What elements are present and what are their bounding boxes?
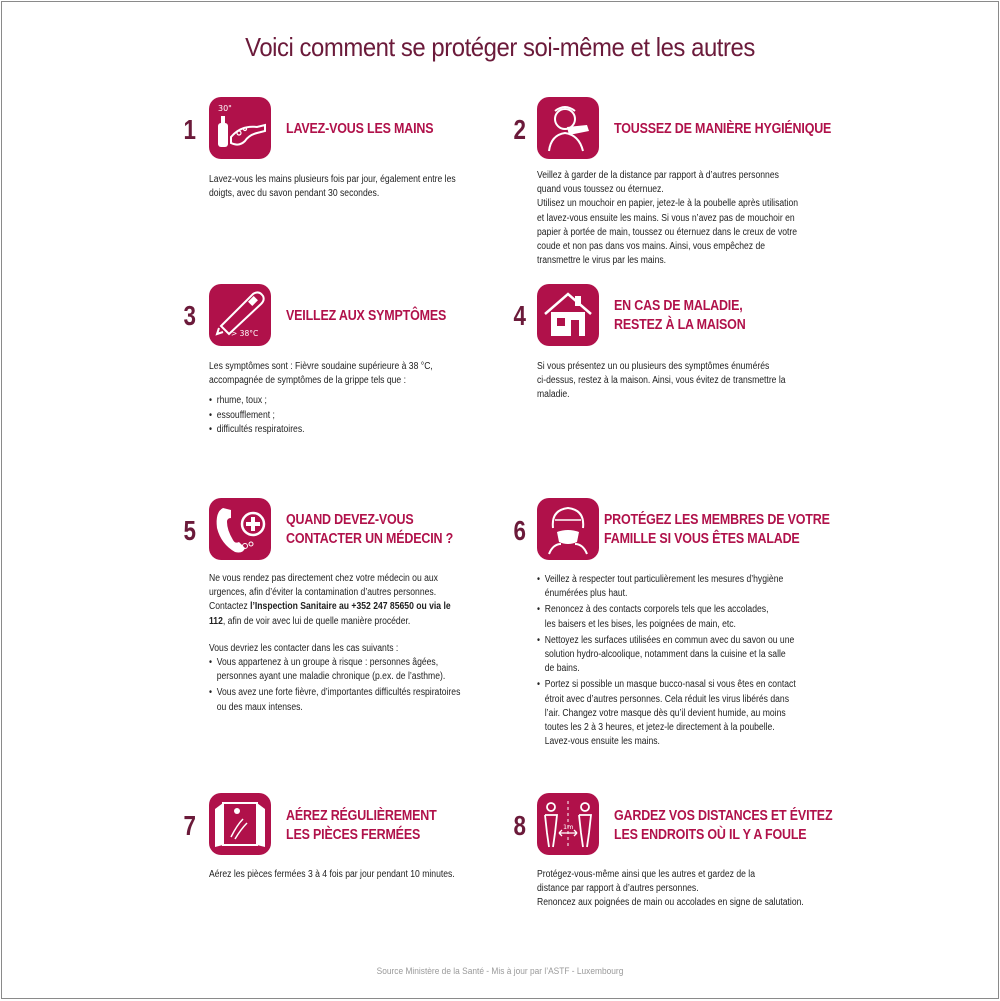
list-item: • essoufflement ; xyxy=(209,409,433,423)
list-item: • Portez si possible un masque bucco-nasal si vous êtes en contact étroit avec d’autres personnes. Cela réduit les virus libérés dans l’air. Changez votre masque dès qu’il devient humide, au moins toutes les 2 à 3 heures, et jetez-le directement à la poubelle. Lavez-vous ensuite les mains. xyxy=(537,678,796,749)
thermometer-icon xyxy=(209,284,271,346)
step-number-1: 1 xyxy=(183,114,197,145)
step-heading-2: TOUSSEZ DE MANIÈRE HYGIÉNIQUE xyxy=(614,121,832,137)
step-heading-3: VEILLEZ AUX SYMPTÔMES xyxy=(286,308,447,324)
list-item: • Vous avez une forte fièvre, d’importantes difficultés respiratoires ou des maux intenses. xyxy=(209,686,460,714)
step-number-3: 3 xyxy=(183,300,197,331)
temperature-label: > 38°C xyxy=(231,329,259,338)
list-item: • Veillez à respecter tout particulièrement les mesures d’hygiène énumérées plus haut. xyxy=(537,573,796,601)
step-heading-8: GARDEZ VOS DISTANCES ET ÉVITEZ LES ENDROITS OÙ IL Y A FOULE xyxy=(614,808,833,843)
infographic-page xyxy=(1,1,999,999)
page-title: Voici comment se protéger soi-même et les autres xyxy=(245,32,755,62)
step-body-4: Si vous présentez un ou plusieurs des symptômes énumérés ci-dessus, restez à la maison. Ainsi, vous évitez de transmettre la maladie. xyxy=(537,361,786,401)
hand-washing-icon xyxy=(209,97,271,159)
distance-label: 1m xyxy=(563,823,574,831)
step-number-6: 6 xyxy=(513,515,527,546)
step-heading-5: QUAND DEVEZ-VOUS CONTACTER UN MÉDECIN ? xyxy=(286,512,454,547)
step-heading-7: AÉREZ RÉGULIÈREMENT LES PIÈCES FERMÉES xyxy=(286,808,437,843)
step-body-6 xyxy=(537,573,796,749)
step-body-7: Aérez les pièces fermées 3 à 4 fois par jour pendant 10 minutes. xyxy=(209,869,455,880)
step-body-8: Protégez-vous-même ainsi que les autres et gardez de la distance par rapport à d’autres personnes. Renoncez aux poignées de main ou accolades en signe de salutation. xyxy=(537,869,804,909)
step-heading-1: LAVEZ-VOUS LES MAINS xyxy=(286,121,434,137)
face-mask-icon xyxy=(537,498,599,560)
step-body-2: Veillez à garder de la distance par rapport à d’autres personnes quand vous toussez ou éternuez. Utilisez un mouchoir en papier, jetez-le à la poubelle après utilisation et lavez-vous ensuite les mains. Si vous n’avez pas de mouchoir en papier à portée de main, toussez ou éternuez dans le creux de votre coude et non pas dans vos mains. Ainsi, vous empêchez de transmettre le virus par les mains. xyxy=(537,170,799,267)
step-heading-6: PROTÉGEZ LES MEMBRES DE VOTRE FAMILLE SI VOUS ÊTES MALADE xyxy=(604,512,830,547)
distance-icon xyxy=(537,793,599,855)
source-footer: Source Ministère de la Santé - Mis à jour par l’ASTF - Luxembourg xyxy=(376,966,624,977)
step-body-5: Ne vous rendez pas directement chez votre médecin ou aux urgences, afin d’éviter la contamination d’autres personnes. Contactez l’Inspection Sanitaire au +352 247 85650 ou via le 112, afin de voir avec lui de quelle manière procéder. Vous devriez les contacter dans les cas suivants : • Vous appartenez à un groupe à risque : personnes âgées, personnes ayant une maladie chronique (p.ex. de l’asthme). • Vous avez une forte fièvre, d’importantes difficultés respiratoires ou des maux intenses. xyxy=(209,572,460,715)
contact-phone: l’Inspection Sanitaire au +352 247 85650 ou via le xyxy=(250,601,451,613)
cough-elbow-icon xyxy=(537,97,599,159)
step-number-8: 8 xyxy=(513,810,527,841)
open-window-icon xyxy=(209,793,271,855)
phone-doctor-icon xyxy=(209,498,271,560)
step-heading-4: EN CAS DE MALADIE, RESTEZ À LA MAISON xyxy=(614,298,746,333)
step-number-4: 4 xyxy=(513,300,527,331)
house-icon xyxy=(537,284,599,346)
step-body-3: Les symptômes sont : Fièvre soudaine supérieure à 38 °C, accompagnée de symptômes de la grippe tels que : • rhume, toux ; • essoufflement ; • difficultés respiratoires. xyxy=(209,360,433,437)
list-item: • rhume, toux ; xyxy=(209,394,433,408)
list-item: • difficultés respiratoires. xyxy=(209,423,433,437)
step-number-2: 2 xyxy=(513,114,527,145)
list-item: • Vous appartenez à un groupe à risque : personnes âgées, personnes ayant une maladie chronique (p.ex. de l’asthme). xyxy=(209,656,460,684)
list-item: • Nettoyez les surfaces utilisées en commun avec du savon ou une solution hydro-alcoolique, notamment dans la cuisine et la salle de bains. xyxy=(537,634,796,677)
list-item: • Renoncez à des contacts corporels tels que les accolades, les baisers et les bises, les poignées de main, etc. xyxy=(537,603,796,631)
step-body-1: Lavez-vous les mains plusieurs fois par jour, également entre les doigts, avec du savon pendant 30 secondes. xyxy=(209,174,456,200)
timer-label: 30" xyxy=(218,104,232,113)
step-number-7: 7 xyxy=(183,810,197,841)
step-number-5: 5 xyxy=(183,515,197,546)
